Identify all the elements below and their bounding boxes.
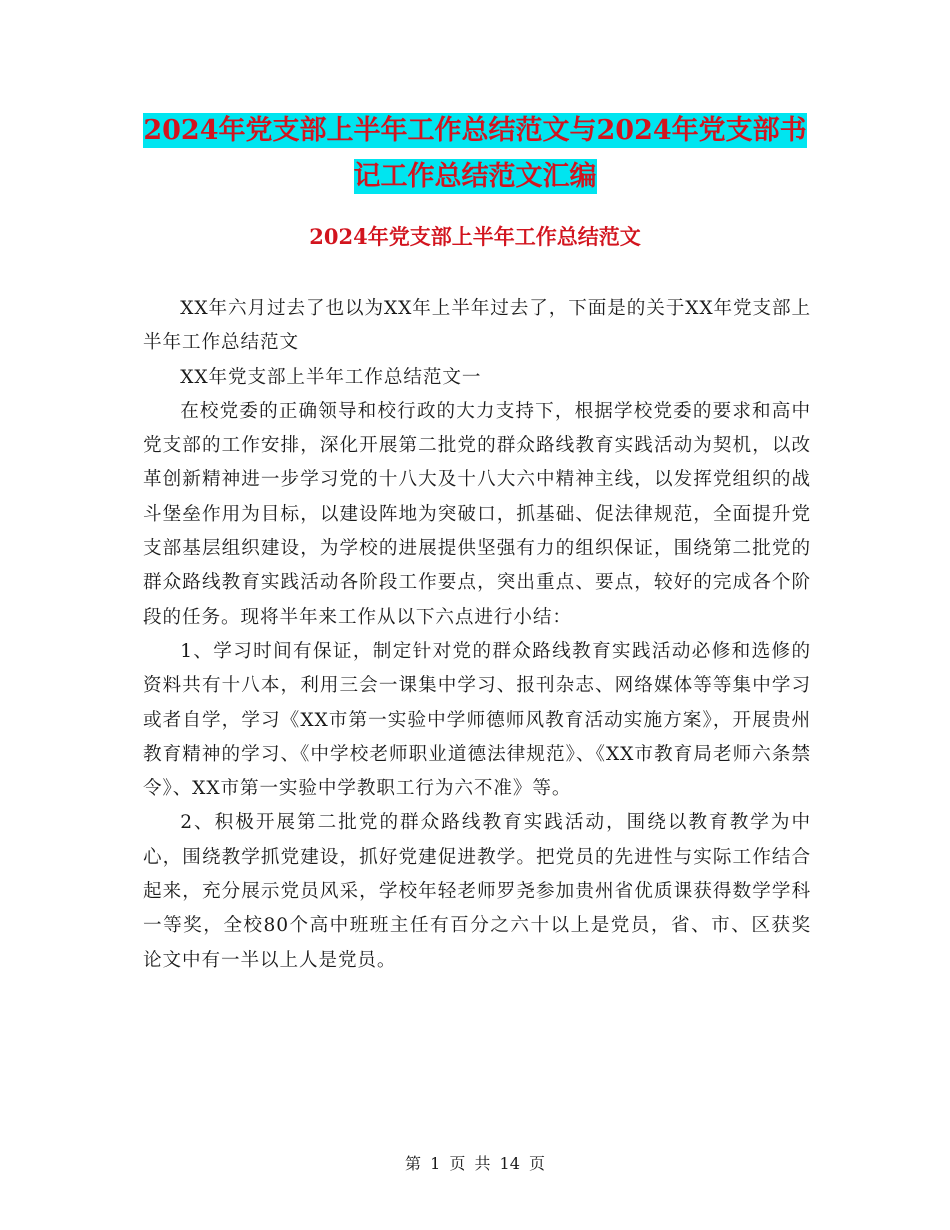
paragraph-subheading: XX年党支部上半年工作总结范文一 [180,366,482,388]
paragraph-overview: 在校党委的正确领导和校行政的大力支持下，根据学校党委的要求和高中党支部的工作安排，深化开展第二批党的群众路线教育实践活动为契机，以改革创新精神进一步学习党的十八大及十八大六中精神主线，以发挥党组织的战斗堡垒作用为目标，以建设阵地为突破口，抓基础、促法律规范，全面提升党支部基层组织建设，为学校的进展提供坚强有力的组织保证，围绕第二批党的群众路线教育实践活动各阶段工作要点，突出重点、要点，较好的完成各个阶段的任务。现将半年来工作从以下六点进行小结： [143,400,811,628]
paragraph-point-2: 2、积极开展第二批党的群众路线教育实践活动，围绕以教育教学为中心，围绕教学抓党建设，抓好党建促进教学。把党员的先进性与实际工作结合起来，充分展示党员风采，学校年轻老师罗尧参加贵州省优质课获得数学学科一等奖，全校80个高中班班主任有百分之六十以上是党员，省、市、区获奖论文中有一半以上人是党员。 [143,812,811,971]
section-title: 2024年党支部上半年工作总结范文 [309,224,641,249]
document-body [143,292,811,978]
page-number-footer: 第 1 页 共 14 页 [405,1154,545,1173]
paragraph-intro: XX年六月过去了也以为XX年上半年过去了，下面是的关于XX年党支部上半年工作总结范文 [143,298,811,354]
document-title-line-1: 2024年党支部上半年工作总结范文与2024年党支部书 [143,115,807,146]
paragraph-point-1: 1、学习时间有保证，制定针对党的群众路线教育实践活动必修和选修的资料共有十八本，利用三会一课集中学习、报刊杂志、网络媒体等等集中学习或者自学，学习《XX市第一实验中学师德师风教育活动实施方案》，开展贵州教育精神的学习、《中学校老师职业道德法律规范》、《XX市教育局老师六条禁令》、XX市第一实验中学教职工行为六不准》等。 [143,640,811,800]
document-title-line-2: 记工作总结范文汇编 [353,161,597,192]
document-title [0,108,950,200]
